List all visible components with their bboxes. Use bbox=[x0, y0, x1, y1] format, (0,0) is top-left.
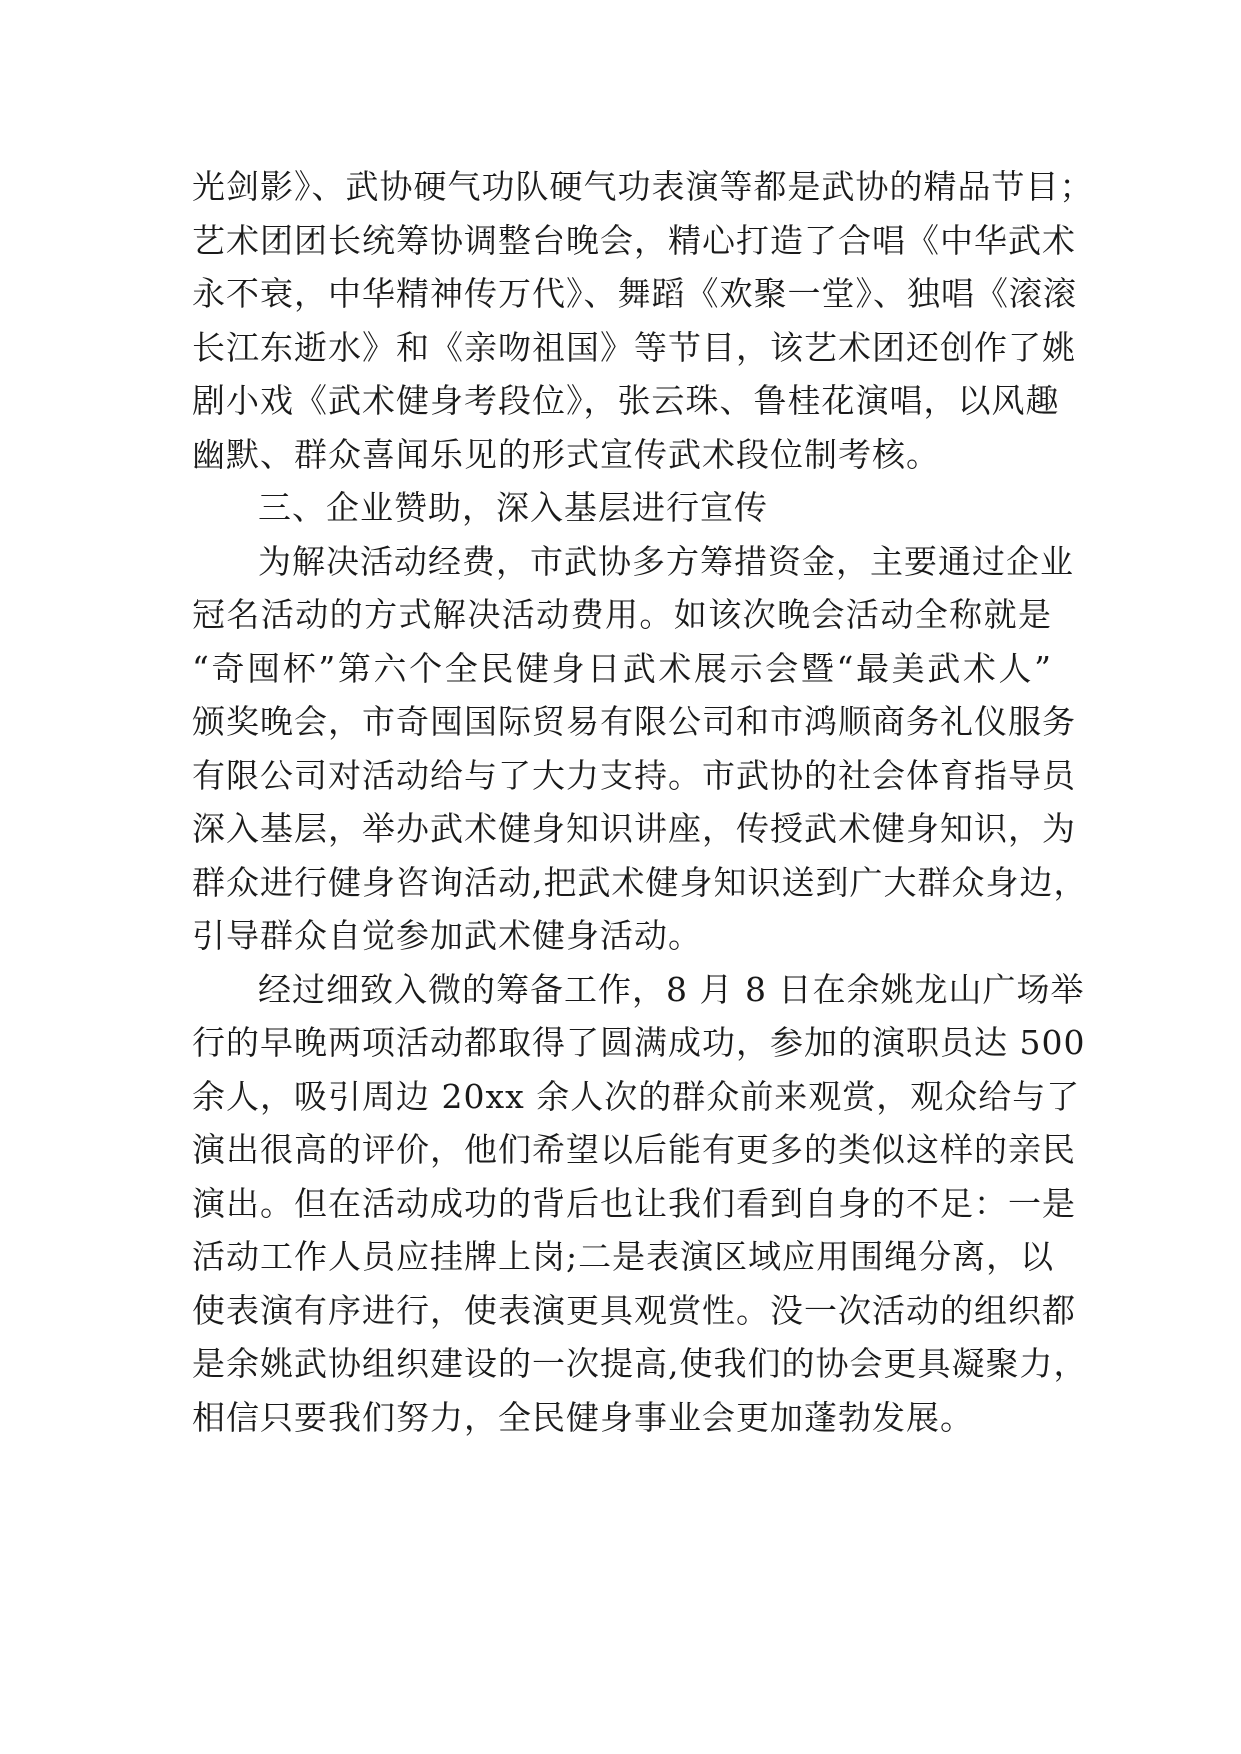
text-line: “奇囤杯”第六个全民健身日武术展示会暨“最美武术人” bbox=[192, 648, 1052, 688]
text-line: 为解决活动经费，市武协多方筹措资金，主要通过企业 bbox=[258, 541, 1074, 581]
body-text bbox=[192, 160, 1094, 1444]
text-line: 演出很高的评价，他们希望以后能有更多的类似这样的亲民 bbox=[192, 1130, 1076, 1169]
text-line: 活动工作人员应挂牌上岗;二是表演区域应用围绳分离，以 bbox=[192, 1237, 1055, 1276]
text-line: 使表演有序进行，使表演更具观赏性。没一次活动的组织都 bbox=[192, 1290, 1076, 1330]
text-line: 光剑影》、武协硬气功队硬气功表演等都是武协的精品节目； bbox=[192, 167, 1094, 206]
text-line: 艺术团团长统筹协调整台晚会，精心打造了合唱《中华武术 bbox=[192, 220, 1076, 260]
text-line: 演出。但在活动成功的背后也让我们看到自身的不足：一是 bbox=[192, 1183, 1076, 1223]
text-line: 长江东逝水》和《亲吻祖国》等节目，该艺术团还创作了姚 bbox=[192, 327, 1076, 367]
text-line: 余人，吸引周边 20xx 余人次的群众前来观赏，观众给与了 bbox=[192, 1076, 1081, 1116]
text-line: 颁奖晚会，市奇囤国际贸易有限公司和市鸿顺商务礼仪服务 bbox=[192, 702, 1076, 741]
text-line: 有限公司对活动给与了大力支持。市武协的社会体育指导员 bbox=[192, 755, 1076, 795]
text-line: 经过细致入微的筹备工作，8 月 8 日在余姚龙山广场举 bbox=[258, 969, 1085, 1009]
text-line: 深入基层，举办武术健身知识讲座，传授武术健身知识，为 bbox=[192, 809, 1076, 848]
section-heading: 三、企业赞助，深入基层进行宣传 bbox=[258, 488, 768, 527]
text-line: 是余姚武协组织建设的一次提高,使我们的协会更具凝聚力， bbox=[192, 1344, 1088, 1383]
text-line: 剧小戏《武术健身考段位》，张云珠、鲁桂花演唱，以风趣 bbox=[192, 381, 1060, 420]
text-line: 永不衰，中华精神传万代》、舞蹈《欢聚一堂》、独唱《滚滚 bbox=[192, 274, 1077, 313]
text-line: 幽默、群众喜闻乐见的形式宣传武术段位制考核。 bbox=[192, 434, 940, 474]
text-line: 行的早晚两项活动都取得了圆满成功，参加的演职员达 500 bbox=[192, 1023, 1086, 1062]
text-line: 群众进行健身咨询活动,把武术健身知识送到广大群众身边， bbox=[192, 862, 1088, 902]
text-line: 冠名活动的方式解决活动费用。如该次晚会活动全称就是 bbox=[192, 595, 1052, 634]
text-line: 相信只要我们努力，全民健身事业会更加蓬勃发展。 bbox=[192, 1397, 974, 1437]
text-line: 引导群众自觉参加武术健身活动。 bbox=[192, 916, 702, 955]
